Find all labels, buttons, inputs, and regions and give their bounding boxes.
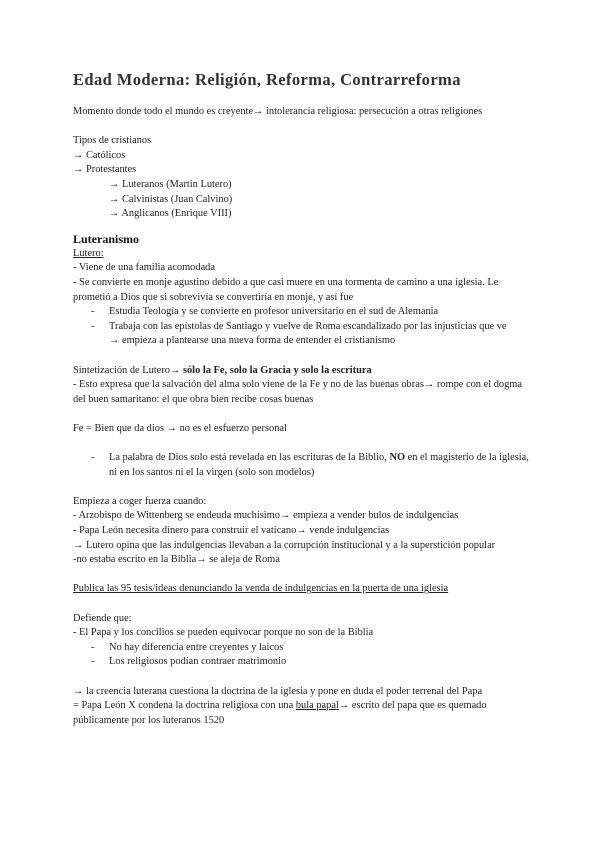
lutero-line-1: - Viene de una familia acomodada bbox=[73, 262, 215, 274]
document bbox=[73, 70, 533, 728]
sintetizacion-prefix: Sintetización de Lutero→ bbox=[73, 364, 183, 376]
final-section bbox=[73, 685, 533, 729]
tipos-section bbox=[73, 134, 533, 222]
defiende-section bbox=[73, 612, 533, 670]
tipo-sub-calvinistas: → Calvinistas (Juan Calvino) bbox=[109, 193, 233, 205]
lutero-bullets bbox=[73, 305, 533, 334]
fuerza-line: -no estaba escrito en la Biblia→ se aleja de Roma bbox=[73, 554, 280, 566]
list-item: - Trabaja con las epístolas de Santiago y vuelve de Roma escandalizado por las injusticias que ve bbox=[73, 320, 533, 335]
palabra-pre: La palabra de Dios solo está revelada en las escrituras de la Biblio, bbox=[109, 452, 390, 464]
fe-definition: Fe = Bien que da dios → no es el esfuerzo personal bbox=[73, 422, 287, 434]
bula-papal-term: bula papal bbox=[295, 700, 339, 712]
intro-paragraph: Momento donde todo el mundo es creyente→ intolerancia religiosa: persecución a otras religiones bbox=[73, 106, 483, 117]
tipo-catolicos: → Católicos bbox=[73, 149, 126, 161]
page-title: Edad Moderna: Religión, Reforma, Contrarreforma bbox=[73, 70, 461, 89]
list-item: - No hay diferencia entre creyentes y laicos bbox=[73, 641, 533, 656]
fuerza-line: - Arzobispo de Wittenberg se endeuda muchísimo→ empieza a vender bulos de indulgencias bbox=[73, 510, 459, 522]
final-line-1: → la creencia luterana cuestiona la doctrina de la iglesia y pone en duda el poder terrenal del Papa bbox=[73, 685, 483, 697]
sintetizacion-detail: - Esto expresa que la salvación del alma solo viene de la Fe y no de las buenas obras→ rompe con el dogma del buen samaritano: el que obra bien recibe cosas buenas bbox=[73, 379, 522, 405]
luteranismo-heading: Luteranismo bbox=[73, 231, 139, 246]
lutero-line-2: - Se convierte en monje agustino debido a que casi muere en una tormenta de camino a una iglesia. Le prometió a Dios que si sobrevivía se convertiría en monje, y así fue bbox=[73, 276, 499, 303]
final-line-2-post: → escrito del papa que es quemado públicamente por los luteranos 1520 bbox=[73, 700, 487, 726]
palabra-bullets bbox=[73, 451, 533, 480]
fuerza-heading: Empieza a coger fuerza cuando: bbox=[73, 495, 207, 507]
tipo-sub-anglicanos: → Anglicanos (Enrique VIII) bbox=[109, 208, 232, 220]
lutero-bullet-sub: → empieza a plantearse una nueva forma de entender el cristianismo bbox=[109, 335, 396, 347]
tipos-heading: Tipos de cristianos bbox=[73, 135, 152, 147]
defiende-heading: Defiende que: bbox=[73, 612, 132, 624]
list-item: - Los religiosos podían contraer matrimonio bbox=[73, 655, 533, 670]
palabra-post: en el magisterio de la iglesia, ni en los santos ni el la virgen (solo son modelos) bbox=[109, 452, 529, 478]
defiende-bullets bbox=[73, 641, 533, 670]
sintetizacion-bold: sólo la Fe, solo la Gracia y solo la escritura bbox=[182, 364, 372, 376]
list-item bbox=[73, 451, 533, 480]
lutero-label: Lutero: bbox=[73, 247, 104, 259]
sintetizacion-line bbox=[73, 364, 533, 379]
luteranismo-section bbox=[73, 232, 533, 481]
tipo-sub-luteranos: → Luteranos (Martin Lutero) bbox=[109, 178, 232, 190]
fuerza-line: - Papa León necesita dinero para construir el vaticano→ vende indulgencias bbox=[73, 525, 390, 537]
final-line-2-pre: = Papa León X condena la doctrina religiosa con una bbox=[73, 700, 296, 712]
fuerza-section bbox=[73, 495, 533, 568]
fuerza-line: → Lutero opina que las indulgencias llevaban a la corrupción institucional y a la superstición popular bbox=[73, 539, 496, 551]
list-item: - Estudia Teología y se convierte en profesor universitario en el sud de Alemania bbox=[73, 305, 533, 320]
final-line-2 bbox=[73, 699, 533, 728]
tipo-protestantes: → Protestantes bbox=[73, 164, 137, 176]
defiende-line-1: - El Papa y los concilios se pueden equivocar porque no son de la Biblia bbox=[73, 627, 374, 639]
publica-line: Publica las 95 tesis/ideas denunciando la venda de indulgencias en la puerta de una iglesia bbox=[73, 583, 449, 595]
palabra-bold: NO bbox=[389, 452, 406, 464]
